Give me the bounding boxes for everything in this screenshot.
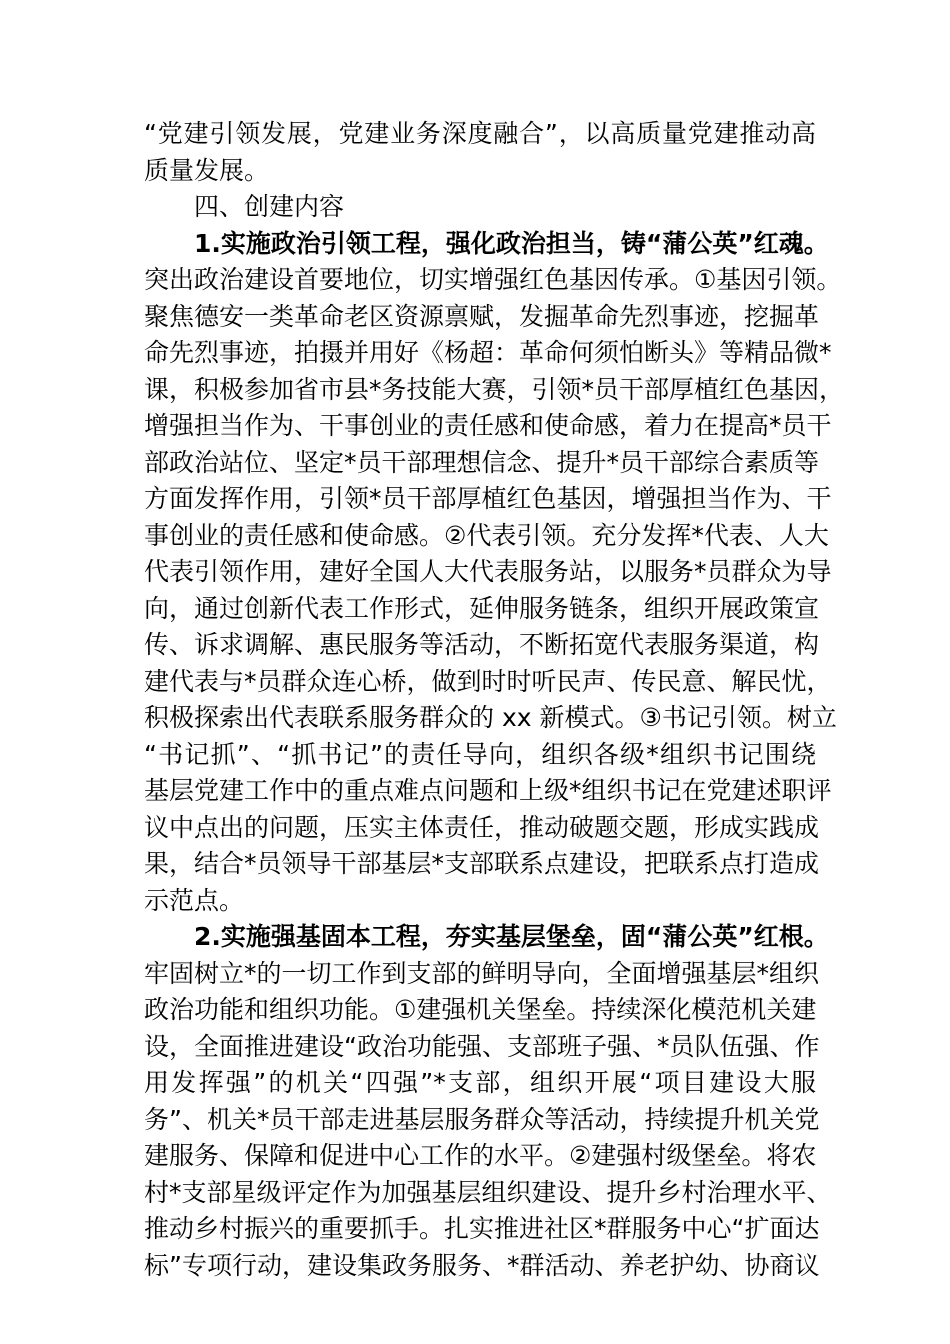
text-line: 村*支部星级评定作为加强基层组织建设、提升乡村治理水平、 [144,1177,832,1207]
text-line: 示范点。 [144,885,245,915]
text-line: 事创业的责任感和使命感。②代表引领。充分发挥*代表、人大 [144,520,829,550]
text-line: 设，全面推进建设“政治功能强、支部班子强、*员队伍强、作 [144,1031,820,1061]
text-line: 标”专项行动，建设集政务服务、*群活动、养老护幼、协商议 [144,1250,820,1280]
text-line: 务”、机关*员干部走进基层服务群众等活动，持续提升机关党 [144,1104,820,1134]
text-line: 课，积极参加省市县*务技能大赛，引领*员干部厚植红色基因， [144,374,845,404]
text-line: 牢固树立*的一切工作到支部的鲜明导向，全面增强基层*组织 [144,958,820,988]
text-line: 建代表与*员群众连心桥，做到时时听民声、传民意、解民忧， [144,666,832,696]
text-line: 传、诉求调解、惠民服务等活动，不断拓宽代表服务渠道，构 [144,630,820,659]
text-line: 部政治站位、坚定*员干部理想信念、提升*员干部综合素质等 [144,447,820,477]
text-line: 积极探索出代表联系服务群众的 xx 新模式。③书记引领。树立 [144,703,837,732]
text-line: “党建引领发展，党建业务深度融合”，以高质量党建推动高 [144,119,816,148]
subsection-heading: 1.实施政治引领工程，强化政治担当，铸“蒲公英”红魂。 [194,228,829,258]
section-heading: 四、创建内容 [194,192,345,221]
text-line: 增强担当作为、干事创业的责任感和使命感，着力在提高*员干 [144,411,832,440]
text-line: 聚焦德安一类革命老区资源禀赋，发掘革命先烈事迹，挖掘革 [144,301,820,331]
text-line: 代表引领作用，建好全国人大代表服务站，以服务*员群众为导 [144,557,832,586]
document-body [144,116,845,1284]
text-line: 基层党建工作中的重点难点问题和上级*组织书记在党建述职评 [144,776,832,805]
text-line: 果，结合*员领导干部基层*支部联系点建设，把联系点打造成 [144,849,820,878]
text-line: 命先烈事迹，拍摄并用好《杨超：革命何须怕断头》等精品微* [144,338,832,367]
text-line: 突出政治建设首要地位，切实增强红色基因传承。①基因引领。 [144,265,842,294]
text-line: “书记抓”、“抓书记”的责任导向，组织各级*组织书记围绕 [144,739,816,769]
text-line: 质量发展。 [144,155,270,185]
text-line: 向，通过创新代表工作形式，延伸服务链条，组织开展政策宣 [144,593,820,623]
text-line: 政治功能和组织功能。①建强机关堡垒。持续深化模范机关建 [144,995,817,1024]
subsection-heading: 2.实施强基固本工程，夯实基层堡垒，固“蒲公英”红根。 [194,922,829,951]
text-line: 推动乡村振兴的重要抓手。扎实推进社区*群服务中心“扩面达 [144,1214,820,1243]
text-line: 用发挥强”的机关“四强”*支部，组织开展“项目建设大服 [144,1068,816,1097]
text-line: 议中点出的问题，压实主体责任，推动破题交题，形成实践成 [144,812,820,842]
text-line: 方面发挥作用，引领*员干部厚植红色基因，增强担当作为、干 [144,484,832,513]
text-line: 建服务、保障和促进中心工作的水平。②建强村级堡垒。将农 [144,1141,817,1170]
